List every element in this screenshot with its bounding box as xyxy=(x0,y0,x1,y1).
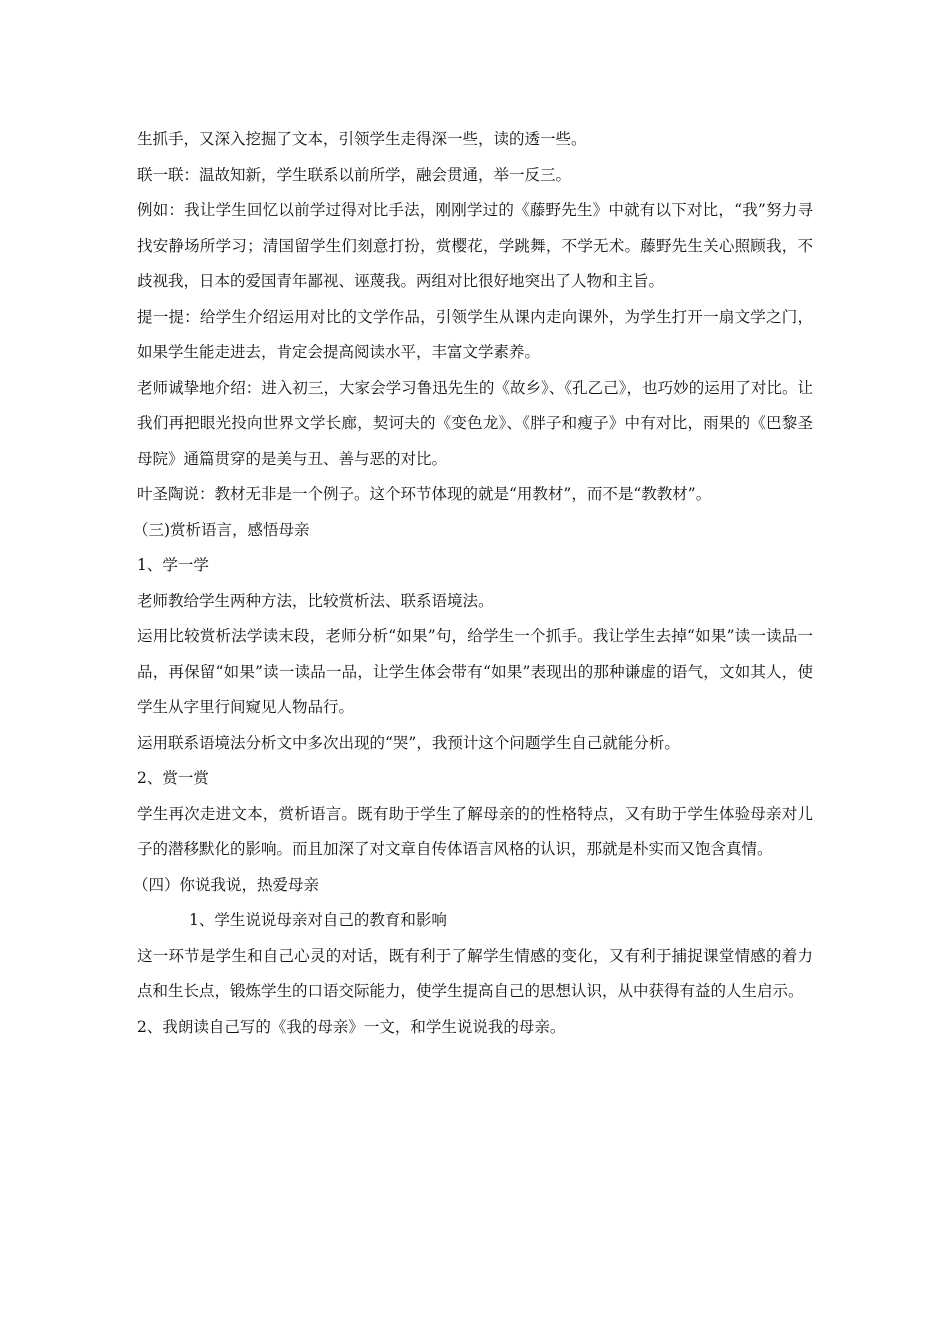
paragraph-comparison-method: 运用比较赏析法学读末段，老师分析“如果”句，给学生一个抓手。我让学生去掉“如果”读一读品一品，再保留“如果”读一读品一品，让学生体会带有“如果”表现出的那种谦虚的语气，文如其人，使学生从字里行间窥见人物品行。 xyxy=(137,627,813,716)
paragraph-ye-shengtao-quote: 叶圣陶说：教材无非是一个例子。这个环节体现的就是“用教材”，而不是“教教材”。 xyxy=(137,485,712,503)
paragraph-heart-dialogue: 这一环节是学生和自己心灵的对话，既有利于了解学生情感的变化，又有利于捕捉课堂情感的着力点和生长点，锻炼学生的口语交际能力，使学生提高自己的思想认识，从中获得有益的人生启示。 xyxy=(137,946,813,1000)
paragraph-appreciate-language: 学生再次走进文本，赏析语言。既有助于学生了解母亲的的性格特点，又有助于学生体验母亲对儿子的潜移默化的影响。而且加深了对文章自传体语言风格的认识，那就是朴实而又饱含真情。 xyxy=(137,804,813,858)
subheading-shang-yi-shang: 2、赏一赏 xyxy=(137,769,209,787)
document-body xyxy=(133,122,813,1045)
section-heading-4: （四）你说我说，热爱母亲 xyxy=(133,875,320,894)
section-heading-3: （三)赏析语言，感悟母亲 xyxy=(133,520,310,539)
paragraph-continuation: 生抓手，又深入挖掘了文本，引领学生走得深一些，读的透一些。 xyxy=(137,130,587,148)
paragraph-teacher-intro: 老师诚挚地介绍：进入初三，大家会学习鲁迅先生的《故乡》、《孔乙己》，也巧妙的运用了对比。让我们再把眼光投向世界文学长廊，契诃夫的《变色龙》、《胖子和瘦子》中有对比，雨果的《巴黎圣母院》通篇贯穿的是美与丑、善与恶的对比。 xyxy=(137,378,813,468)
paragraph-context-method: 运用联系语境法分析文中多次出现的“哭”，我预计这个问题学生自己就能分析。 xyxy=(137,733,680,752)
paragraph-example-tengye: 例如：我让学生回忆以前学过得对比手法，刚刚学过的《藤野先生》中就有以下对比，“我”努力寻找安静场所学习；清国留学生们刻意打扮，赏樱花，学跳舞，不学无术。藤野先生关心照顾我，不歧视我，日本的爱国青年鄙视、诬蔑我。两组对比很好地突出了人物和主旨。 xyxy=(137,201,813,290)
paragraph-two-methods: 老师教给学生两种方法，比较赏析法、联系语境法。 xyxy=(137,591,494,610)
subheading-xue-yi-xue: 1、学一学 xyxy=(137,556,209,574)
paragraph-read-my-mother: 2、我朗读自己写的《我的母亲》一文，和学生说说我的母亲。 xyxy=(137,1017,566,1036)
paragraph-ti-yi-ti: 提一提：给学生介绍运用对比的文学作品，引领学生从课内走向课外，为学生打开一扇文学之门，如果学生能走进去，肯定会提高阅读水平，丰富文学素养。 xyxy=(137,307,813,361)
subheading-students-talk: 1、学生说说母亲对自己的教育和影响 xyxy=(189,911,447,929)
paragraph-lian-yi-lian: 联一联：温故知新，学生联系以前所学，融会贯通，举一反三。 xyxy=(137,165,572,184)
